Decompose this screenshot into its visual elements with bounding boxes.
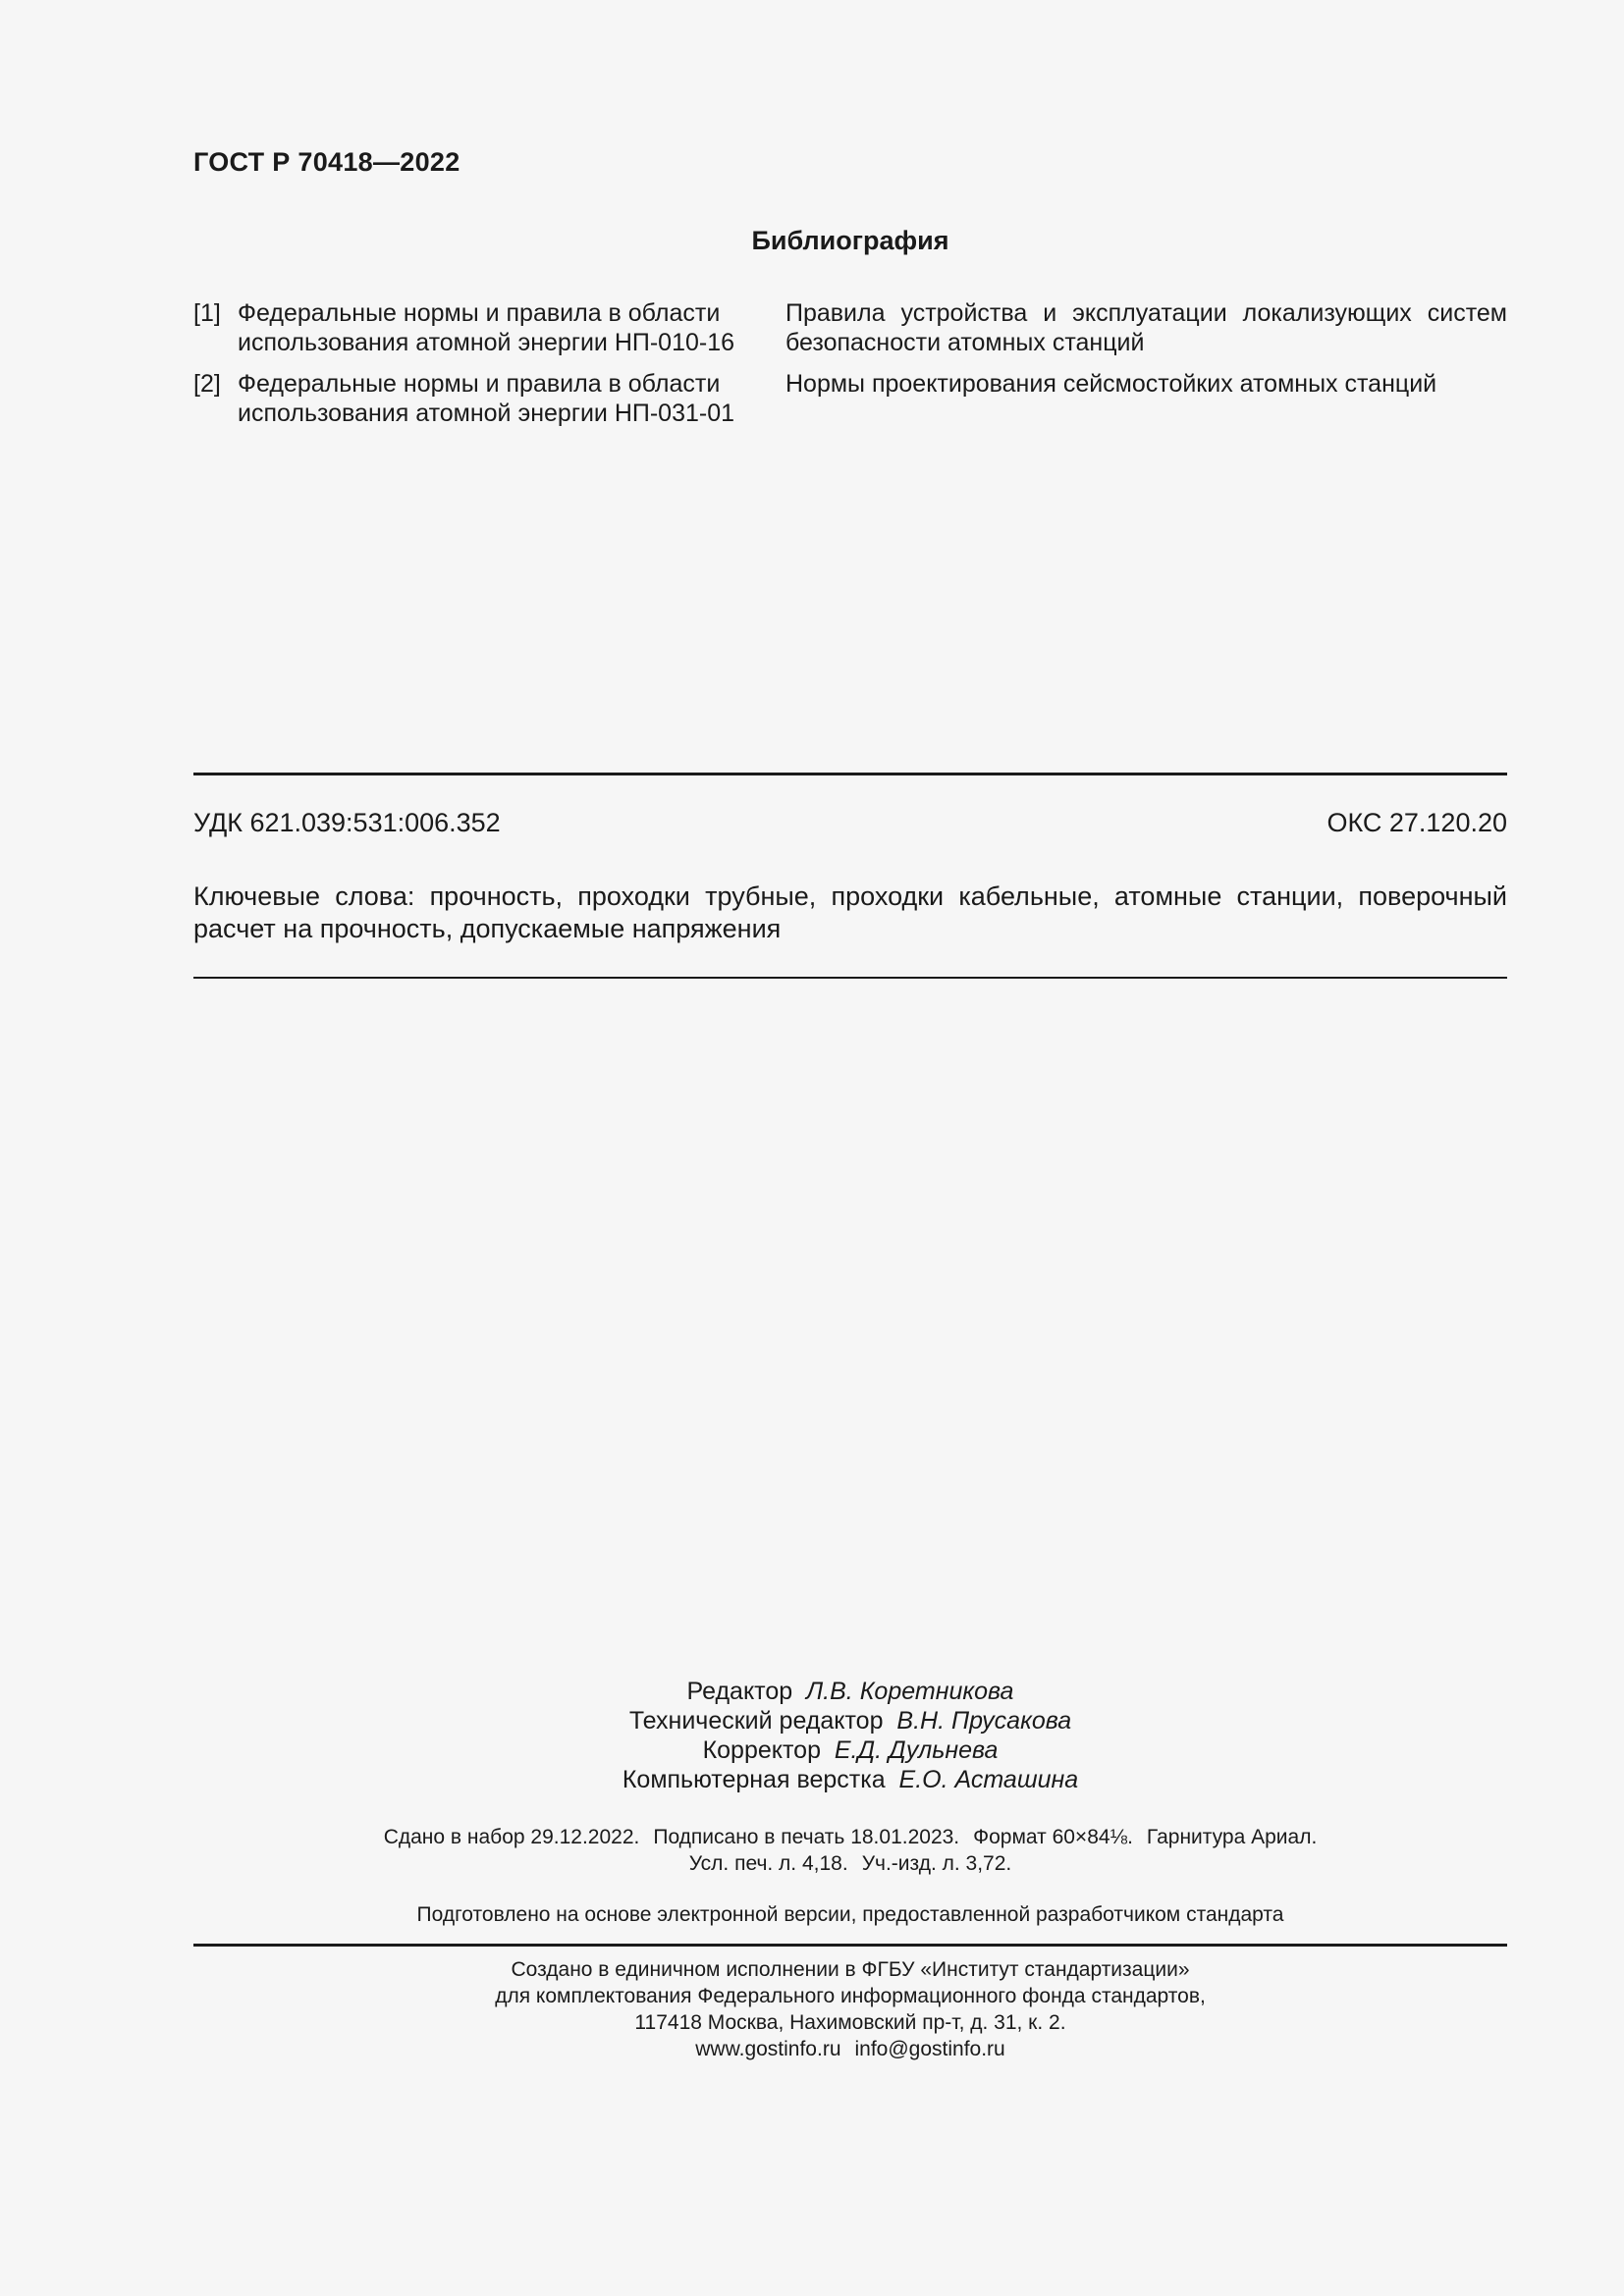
bibliography-item-title: Нормы проектирования сейсмостойких атомных станций — [785, 370, 1437, 398]
imprint-block — [193, 1824, 1507, 1877]
keywords: Ключевые слова: прочность, проходки трубные, проходки кабельные, атомные станции, поверочный расчет на прочность, допускаемые напряжения — [193, 881, 1507, 943]
credit-role: Корректор — [702, 1736, 821, 1764]
bibliography-item-reference — [238, 298, 785, 357]
publisher-block — [193, 1956, 1507, 2062]
bibliography-item-reference-line: Федеральные нормы и правила в области — [238, 299, 721, 327]
bibliography-title: Библиография — [751, 226, 949, 255]
bibliography-item-reference-line: использования атомной энергии НП-010-16 — [238, 329, 735, 356]
bibliography-item — [193, 298, 1507, 357]
imprint-line — [193, 1850, 1507, 1877]
bibliography-item-reference-line: использования атомной энергии НП-031-01 — [238, 400, 735, 427]
credit-name: Л.В. Коретникова — [806, 1678, 1014, 1705]
bibliography-item-reference — [238, 369, 785, 428]
publisher-line: для комплектования Федерального информационного фонда стандартов, — [495, 1985, 1206, 2007]
imprint-print-sheets: Усл. печ. л. 4,18. — [688, 1852, 848, 1875]
credits-block — [193, 1677, 1507, 1794]
credit-name: Е.О. Асташина — [898, 1766, 1079, 1793]
credit-role: Компьютерная верстка — [622, 1766, 886, 1793]
credit-name: В.Н. Прусакова — [896, 1707, 1072, 1735]
imprint-signed: Подписано в печать 18.01.2023. — [653, 1826, 960, 1848]
credit-role: Редактор — [686, 1678, 793, 1705]
imprint-format: Формат 60×84⅛. — [973, 1826, 1133, 1848]
bibliography-item-title: Правила устройства и эксплуатации локализующих систем безопасности атомных станций — [785, 299, 1507, 356]
prepared-note: Подготовлено на основе электронной версии, предоставленной разработчиком стандарта — [416, 1903, 1284, 1926]
credit-name: Е.Д. Дульнева — [834, 1736, 999, 1764]
bibliography-item-reference-line: Федеральные нормы и правила в области — [238, 370, 721, 398]
imprint-typeface: Гарнитура Ариал. — [1146, 1826, 1318, 1848]
bibliography-list — [193, 298, 1507, 440]
credit-line — [193, 1735, 1507, 1765]
publisher-contacts — [193, 2036, 1507, 2062]
credit-line — [193, 1677, 1507, 1706]
document-page — [193, 0, 1507, 2296]
bibliography-item-number: [1] — [193, 299, 221, 327]
udk-code: УДК 621.039:531:006.352 — [193, 808, 501, 837]
credit-line — [193, 1765, 1507, 1794]
publisher-line: Создано в единичном исполнении в ФГБУ «Институт стандартизации» — [511, 1958, 1190, 1981]
credit-line — [193, 1706, 1507, 1735]
publisher-website-link[interactable]: www.gostinfo.ru — [695, 2038, 841, 2060]
divider-top — [193, 773, 1507, 775]
imprint-line — [193, 1824, 1507, 1850]
document-code: ГОСТ Р 70418—2022 — [193, 147, 460, 177]
divider-middle — [193, 977, 1507, 979]
credit-role: Технический редактор — [628, 1707, 884, 1735]
bibliography-item — [193, 369, 1507, 428]
divider-bottom — [193, 1944, 1507, 1947]
publisher-email-link[interactable]: info@gostinfo.ru — [854, 2038, 1005, 2060]
publisher-line: 117418 Москва, Нахимовский пр-т, д. 31, к. 2. — [634, 2011, 1066, 2034]
oks-code: ОКС 27.120.20 — [1326, 808, 1507, 837]
bibliography-item-number: [2] — [193, 370, 221, 398]
imprint-typeset: Сдано в набор 29.12.2022. — [383, 1826, 640, 1848]
imprint-pub-sheets: Уч.-изд. л. 3,72. — [861, 1852, 1012, 1875]
